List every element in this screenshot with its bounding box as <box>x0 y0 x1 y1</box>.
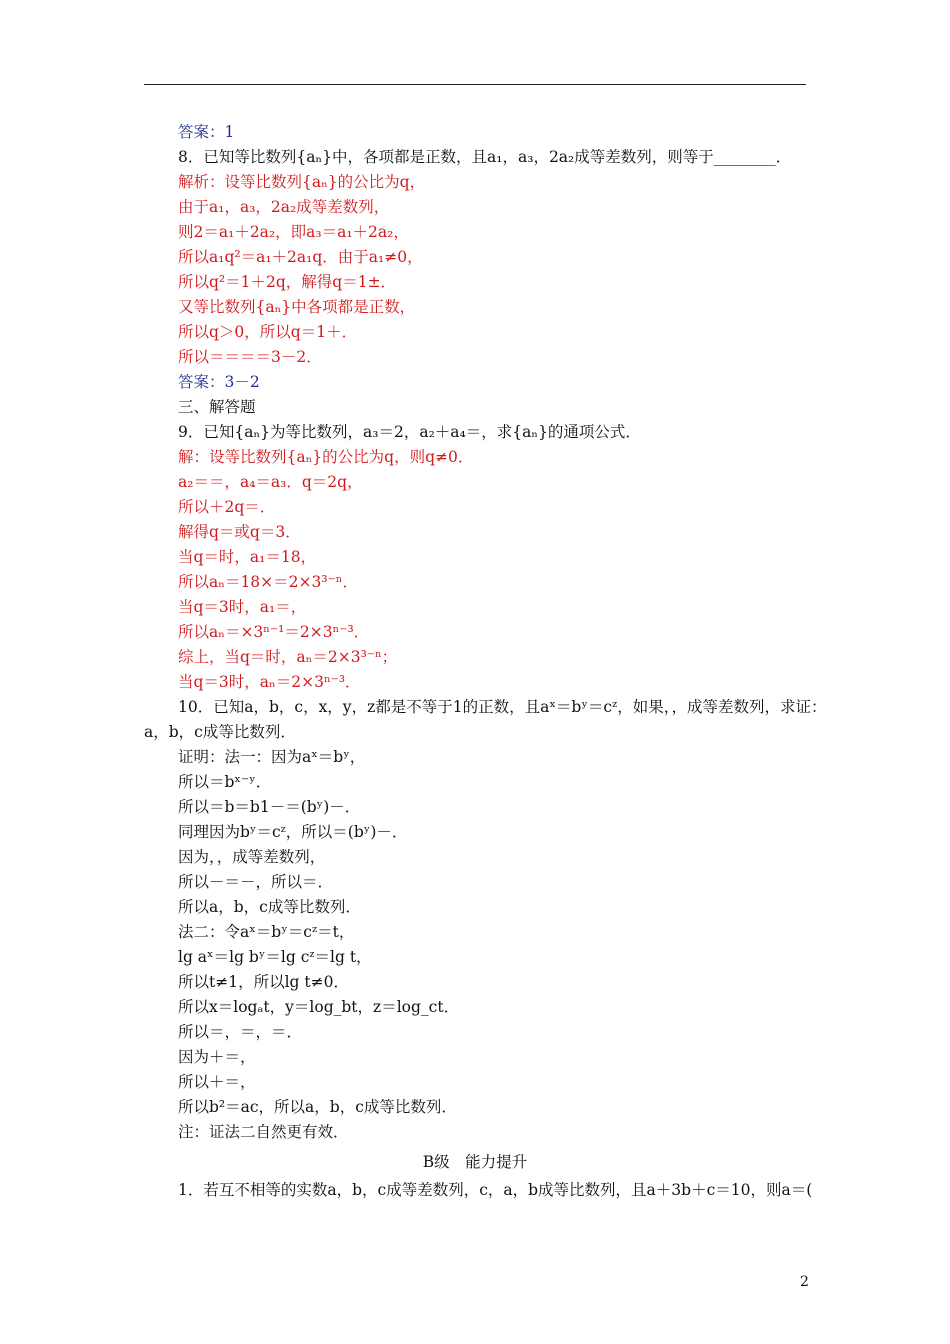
solution-8-line-1: 解析：设等比数列{aₙ}的公比为q， <box>178 173 426 191</box>
solution-8-line-5: 所以q²＝1＋2q，解得q＝1±． <box>178 273 397 291</box>
solution-9-line-6: 所以aₙ＝18×＝2×3³⁻ⁿ． <box>178 573 358 591</box>
problem-10-line-1: 10．已知a，b，c，x，y，z都是不等于1的正数，且aˣ＝bʸ＝cᶻ，如果，，成等差数列，求证： <box>178 698 827 716</box>
answer-7: 答案：1 <box>178 123 235 141</box>
solution-9-line-8: 所以aₙ＝×3ⁿ⁻¹＝2×3ⁿ⁻³． <box>178 623 370 641</box>
proof-10-line-5: 因为，，成等差数列， <box>178 848 326 866</box>
solution-9-line-7: 当q＝3时，a₁＝， <box>178 598 307 616</box>
proof-10-line-3: 所以＝b＝b1－＝(bʸ)－． <box>178 798 361 816</box>
answer-8: 答案：3－2 <box>178 373 260 391</box>
solution-9-line-10: 当q＝3时，aₙ＝2×3ⁿ⁻³． <box>178 673 361 691</box>
problem-9: 9．已知{aₙ}为等比数列，a₃＝2，a₂＋a₄＝，求{aₙ}的通项公式． <box>178 423 641 441</box>
solution-8-line-2: 由于a₁，a₃，2a₂成等差数列， <box>178 198 390 216</box>
problem-10-line-2: a，b，c成等比数列． <box>144 723 296 741</box>
proof-10-line-7: 所以a，b，c成等比数列． <box>178 898 361 916</box>
solution-9-line-2: a₂＝＝，a₄＝a₃．q＝2q， <box>178 473 363 491</box>
section-heading-3: 三、解答题 <box>178 398 256 416</box>
proof-10-note: 注：证法二自然更有效． <box>178 1123 349 1141</box>
solution-8-line-4: 所以a₁q²＝a₁＋2a₁q．由于a₁≠0， <box>178 248 423 266</box>
solution-9-line-3: 所以＋2q＝． <box>178 498 276 516</box>
solution-9-line-1: 解：设等比数列{aₙ}的公比为q，则q≠0． <box>178 448 474 466</box>
proof-10-line-12: 所以＝，＝，＝． <box>178 1023 303 1041</box>
proof-10-line-10: 所以t≠1，所以lg t≠0． <box>178 973 349 991</box>
proof-10-line-13: 因为＋＝， <box>178 1048 256 1066</box>
problem-b1: 1．若互不相等的实数a，b，c成等差数列，c，a，b成等比数列，且a＋3b＋c＝10，则a＝( <box>178 1181 813 1199</box>
proof-10-line-14: 所以＋＝， <box>178 1073 256 1091</box>
solution-9-line-4: 解得q＝或q＝3． <box>178 523 301 541</box>
proof-10-line-8: 法二：令aˣ＝bʸ＝cᶻ＝t， <box>178 923 355 941</box>
solution-9-line-9: 综上，当q＝时，aₙ＝2×3³⁻ⁿ； <box>178 648 398 666</box>
solution-9-line-5: 当q＝时，a₁＝18， <box>178 548 317 566</box>
page-number: 2 <box>800 1274 809 1290</box>
proof-10-line-2: 所以＝bˣ⁻ʸ． <box>178 773 272 791</box>
solution-8-line-8: 所以＝＝＝＝3－2． <box>178 348 322 366</box>
section-heading-b: B级 能力提升 <box>422 1153 528 1171</box>
solution-8-line-6: 又等比数列{aₙ}中各项都是正数， <box>178 298 416 316</box>
solution-8-line-3: 则2＝a₁＋2a₂，即a₃＝a₁＋2a₂， <box>178 223 409 241</box>
solution-8-line-7: 所以q＞0，所以q＝1＋． <box>178 323 358 341</box>
proof-10-line-11: 所以x＝logₐt，y＝log_bt，z＝log_ct． <box>178 998 460 1016</box>
proof-10-line-15: 所以b²＝ac，所以a，b，c成等比数列． <box>178 1098 457 1116</box>
proof-10-line-9: lg aˣ＝lg bʸ＝lg cᶻ＝lg t， <box>178 948 372 966</box>
header-rule <box>144 84 806 85</box>
proof-10-line-6: 所以－＝－，所以＝． <box>178 873 334 891</box>
proof-10-line-4: 同理因为bʸ＝cᶻ，所以＝(bʸ)－． <box>178 823 408 841</box>
problem-8: 8．已知等比数列{aₙ}中，各项都是正数，且a₁，a₃，2a₂成等差数列，则等于________． <box>178 148 792 166</box>
proof-10-line-1: 证明：法一：因为aˣ＝bʸ， <box>178 748 366 766</box>
